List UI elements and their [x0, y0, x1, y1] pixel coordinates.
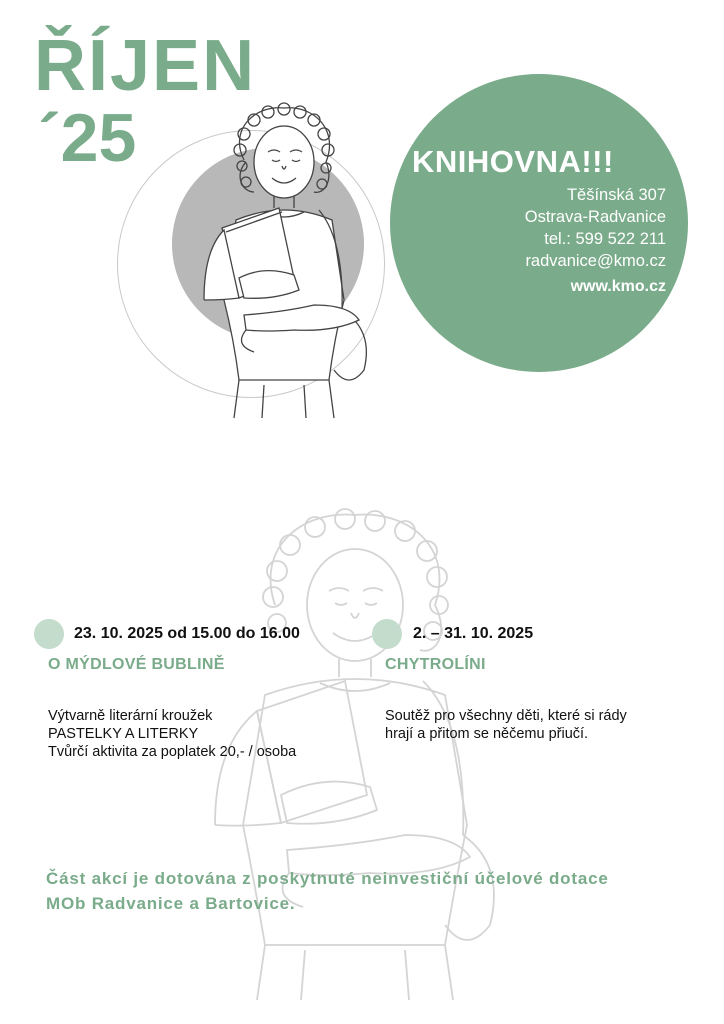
year-title: ´25 [38, 100, 137, 176]
library-contact [525, 184, 666, 272]
address-line1: Těšínská 307 [566, 186, 666, 204]
website-link[interactable]: www.kmo.cz [570, 278, 666, 295]
event-line: Výtvarně literární kroužek [48, 708, 213, 724]
event-date: 23. 10. 2025 od 15.00 do 16.00 [74, 625, 300, 642]
event-line: hrají a přitom se něčemu přiučí. [385, 726, 589, 742]
month-title: ŘÍJEN [34, 26, 257, 106]
event-line: Tvůrčí aktivita za poplatek 20,- / osoba [48, 744, 297, 760]
event-line: PASTELKY A LITERKY [48, 726, 199, 742]
girl-illustration [184, 100, 384, 420]
address-line2: Ostrava-Radvanice [524, 208, 666, 226]
funding-note [46, 866, 696, 916]
event-title: O MÝDLOVÉ BUBLINĚ [48, 656, 225, 673]
phone-number: tel.: 599 522 211 [544, 230, 666, 248]
email-address: radvanice@kmo.cz [525, 252, 666, 270]
event-title: CHYTROLÍNI [385, 656, 486, 673]
event-bullet [34, 619, 64, 649]
library-name: KNIHOVNA!!! [412, 144, 614, 179]
funding-note-line1: Část akcí je dotována z poskytnuté neinvestiční účelové dotace [46, 869, 609, 888]
event-description [48, 707, 296, 761]
event-line: Soutěž pro všechny děti, které si rády [385, 708, 627, 724]
event-bullet [372, 619, 402, 649]
event-date: 2. – 31. 10. 2025 [413, 625, 534, 642]
funding-note-line2: MOb Radvanice a Bartovice. [46, 894, 296, 913]
event-description [385, 707, 627, 743]
